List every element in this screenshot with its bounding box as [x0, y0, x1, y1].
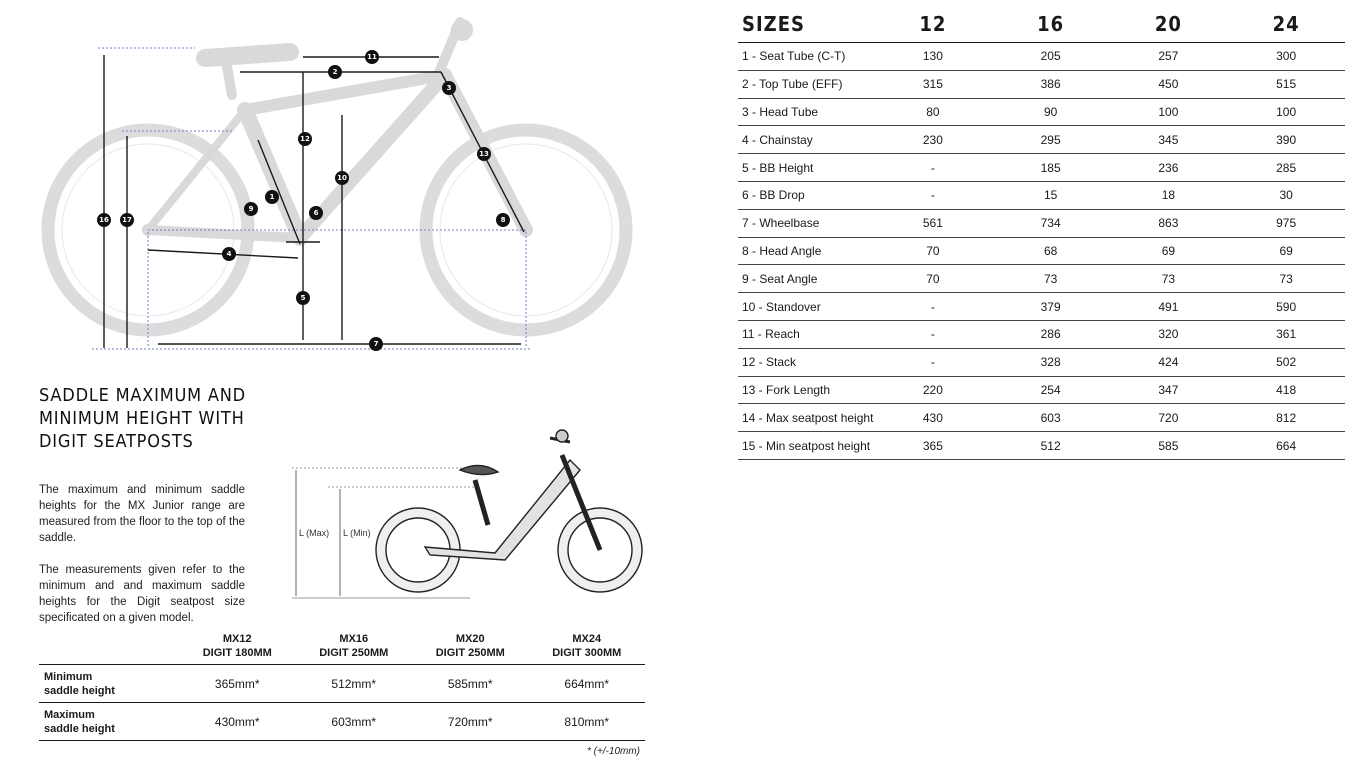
model-header: MX12 DIGIT 180MM [179, 632, 296, 665]
saddle-value: 365mm* [179, 665, 296, 703]
measurement-value: 69 [1227, 237, 1345, 265]
measurement-value: 328 [992, 348, 1110, 376]
measurement-value: 345 [1110, 126, 1228, 154]
svg-text:17: 17 [122, 216, 132, 224]
svg-text:7: 7 [373, 340, 379, 348]
measurement-value: 69 [1110, 237, 1228, 265]
measurement-value: 100 [1110, 98, 1228, 126]
balance-bike-diagram [280, 420, 660, 605]
l-max-label: L (Max) [299, 528, 330, 538]
saddle-height-table [39, 632, 645, 741]
saddle-title-line: MINIMUM HEIGHT WITH [39, 408, 245, 429]
measurement-value: 365 [874, 432, 992, 460]
svg-text:12: 12 [300, 135, 310, 143]
measurement-value: 734 [992, 209, 1110, 237]
bike-geometry-diagram [0, 0, 700, 370]
marker-2 [328, 65, 342, 79]
geometry-header-row [738, 8, 1345, 43]
measurement-value: - [874, 348, 992, 376]
measurement-label: 5 - BB Height [738, 154, 874, 182]
model-header: MX16 DIGIT 250MM [296, 632, 413, 665]
measurement-value: 863 [1110, 209, 1228, 237]
measurement-value: 430 [874, 404, 992, 432]
measurement-value: 286 [992, 320, 1110, 348]
table-row [738, 348, 1345, 376]
svg-text:1: 1 [269, 193, 275, 201]
measurement-value: 424 [1110, 348, 1228, 376]
svg-text:6: 6 [313, 209, 319, 217]
marker-1 [265, 190, 279, 204]
saddle-corner-cell [39, 632, 179, 665]
measurement-value: 205 [992, 43, 1110, 71]
measurement-label: 13 - Fork Length [738, 376, 874, 404]
saddle-section-title [39, 384, 269, 453]
measurement-value: 515 [1227, 70, 1345, 98]
measurement-value: 561 [874, 209, 992, 237]
measurement-label: 7 - Wheelbase [738, 209, 874, 237]
measurement-value: 30 [1227, 181, 1345, 209]
measurement-value: 80 [874, 98, 992, 126]
marker-13 [477, 147, 491, 161]
measurement-label: 12 - Stack [738, 348, 874, 376]
size-header: 16 [992, 8, 1110, 43]
table-row [738, 43, 1345, 71]
marker-4 [222, 247, 236, 261]
measurement-value: 664 [1227, 432, 1345, 460]
table-row [738, 237, 1345, 265]
model-header: MX24 DIGIT 300MM [529, 632, 646, 665]
size-header: 20 [1110, 8, 1228, 43]
measurement-label: 11 - Reach [738, 320, 874, 348]
marker-12 [298, 132, 312, 146]
measurement-value: - [874, 293, 992, 321]
handlebar [451, 19, 473, 41]
table-row [39, 665, 645, 703]
measurement-value: 512 [992, 432, 1110, 460]
size-header: 12 [874, 8, 992, 43]
saddle-value: 664mm* [529, 665, 646, 703]
measurement-label: 2 - Top Tube (EFF) [738, 70, 874, 98]
row-label: Maximum saddle height [39, 703, 179, 741]
measurement-value: 418 [1227, 376, 1345, 404]
saddle-title-line: DIGIT SEATPOSTS [39, 431, 194, 452]
measurement-value: 585 [1110, 432, 1228, 460]
saddle-title-line: SADDLE MAXIMUM AND [39, 385, 246, 406]
l-min-label: L (Min) [343, 528, 371, 538]
saddle-value: 585mm* [412, 665, 529, 703]
measurement-value: 68 [992, 237, 1110, 265]
measurement-label: 6 - BB Drop [738, 181, 874, 209]
svg-text:16: 16 [99, 216, 109, 224]
measurement-value: 361 [1227, 320, 1345, 348]
measurement-label: 14 - Max seatpost height [738, 404, 874, 432]
balance-bike [376, 430, 642, 592]
svg-text:5: 5 [300, 294, 306, 302]
row-label: Minimum saddle height [39, 665, 179, 703]
measurement-value: 300 [1227, 43, 1345, 71]
measurement-value: 379 [992, 293, 1110, 321]
measurement-value: 254 [992, 376, 1110, 404]
measurement-value: - [874, 181, 992, 209]
measurement-label: 1 - Seat Tube (C-T) [738, 43, 874, 71]
measurement-label: 9 - Seat Angle [738, 265, 874, 293]
table-row [738, 320, 1345, 348]
marker-11 [365, 50, 379, 64]
marker-9 [244, 202, 258, 216]
table-row [738, 181, 1345, 209]
measurement-value: 450 [1110, 70, 1228, 98]
svg-text:3: 3 [446, 84, 452, 92]
table-row [738, 209, 1345, 237]
marker-8 [496, 213, 510, 227]
measurement-value: 70 [874, 237, 992, 265]
marker-17 [120, 213, 134, 227]
svg-text:11: 11 [367, 53, 377, 61]
measurement-value: 100 [1227, 98, 1345, 126]
saddle-value: 512mm* [296, 665, 413, 703]
saddle-description-1: The maximum and minimum saddle heights for the MX Junior range are measured from the floor to the top of the saddle. [39, 483, 245, 544]
measurement-label: 4 - Chainstay [738, 126, 874, 154]
geometry-table [738, 8, 1345, 460]
table-row [738, 376, 1345, 404]
measurement-value: 812 [1227, 404, 1345, 432]
size-header: 24 [1227, 8, 1345, 43]
model-header: MX20 DIGIT 250MM [412, 632, 529, 665]
measurement-value: 720 [1110, 404, 1228, 432]
measurement-value: 491 [1110, 293, 1228, 321]
measurement-label: 10 - Standover [738, 293, 874, 321]
measurement-value: 502 [1227, 348, 1345, 376]
table-row [738, 265, 1345, 293]
marker-16 [97, 213, 111, 227]
measurement-value: 285 [1227, 154, 1345, 182]
measurement-value: - [874, 320, 992, 348]
saddle-description-2: The measurements given refer to the minimum and and maximum saddle heights for the Digit seatpost size specificated on a given model. [39, 563, 245, 624]
measurement-label: 15 - Min seatpost height [738, 432, 874, 460]
measurement-value: 230 [874, 126, 992, 154]
measurement-value: 975 [1227, 209, 1345, 237]
measurement-value: 73 [1227, 265, 1345, 293]
svg-text:8: 8 [500, 216, 506, 224]
saddle-value: 720mm* [412, 703, 529, 741]
saddle-value: 603mm* [296, 703, 413, 741]
measurement-value: 590 [1227, 293, 1345, 321]
marker-7 [369, 337, 383, 351]
measurement-value: 295 [992, 126, 1110, 154]
measurement-value: 603 [992, 404, 1110, 432]
measurement-value: 347 [1110, 376, 1228, 404]
measurement-value: 236 [1110, 154, 1228, 182]
measurement-value: 70 [874, 265, 992, 293]
measurement-label: 3 - Head Tube [738, 98, 874, 126]
measurement-value: 73 [1110, 265, 1228, 293]
saddle-header-row [39, 632, 645, 665]
measurement-value: 220 [874, 376, 992, 404]
svg-text:9: 9 [248, 205, 254, 213]
measurement-value: 90 [992, 98, 1110, 126]
measurement-value: - [874, 154, 992, 182]
saddle-value: 810mm* [529, 703, 646, 741]
measurement-value: 18 [1110, 181, 1228, 209]
measurement-value: 390 [1227, 126, 1345, 154]
measurement-value: 185 [992, 154, 1110, 182]
table-row [738, 154, 1345, 182]
marker-10 [335, 171, 349, 185]
measurement-label: 8 - Head Angle [738, 237, 874, 265]
table-row [738, 293, 1345, 321]
table-row [39, 703, 645, 741]
measurement-value: 257 [1110, 43, 1228, 71]
marker-3 [442, 81, 456, 95]
measurement-value: 73 [992, 265, 1110, 293]
measurement-value: 15 [992, 181, 1110, 209]
svg-text:2: 2 [332, 68, 338, 76]
table-row [738, 126, 1345, 154]
svg-text:4: 4 [226, 250, 232, 258]
svg-text:13: 13 [479, 150, 489, 158]
table-row [738, 70, 1345, 98]
tolerance-footnote: * (+/-10mm) [586, 746, 640, 757]
saddle-value: 430mm* [179, 703, 296, 741]
marker-5 [296, 291, 310, 305]
measurement-value: 315 [874, 70, 992, 98]
measurement-value: 130 [874, 43, 992, 71]
table-row [738, 432, 1345, 460]
svg-text:10: 10 [337, 174, 347, 182]
marker-6 [309, 206, 323, 220]
bike-frame [148, 22, 526, 238]
table-row [738, 98, 1345, 126]
measurement-value: 320 [1110, 320, 1228, 348]
sizes-header: SIZES [738, 8, 874, 43]
table-row [738, 404, 1345, 432]
measurement-value: 386 [992, 70, 1110, 98]
